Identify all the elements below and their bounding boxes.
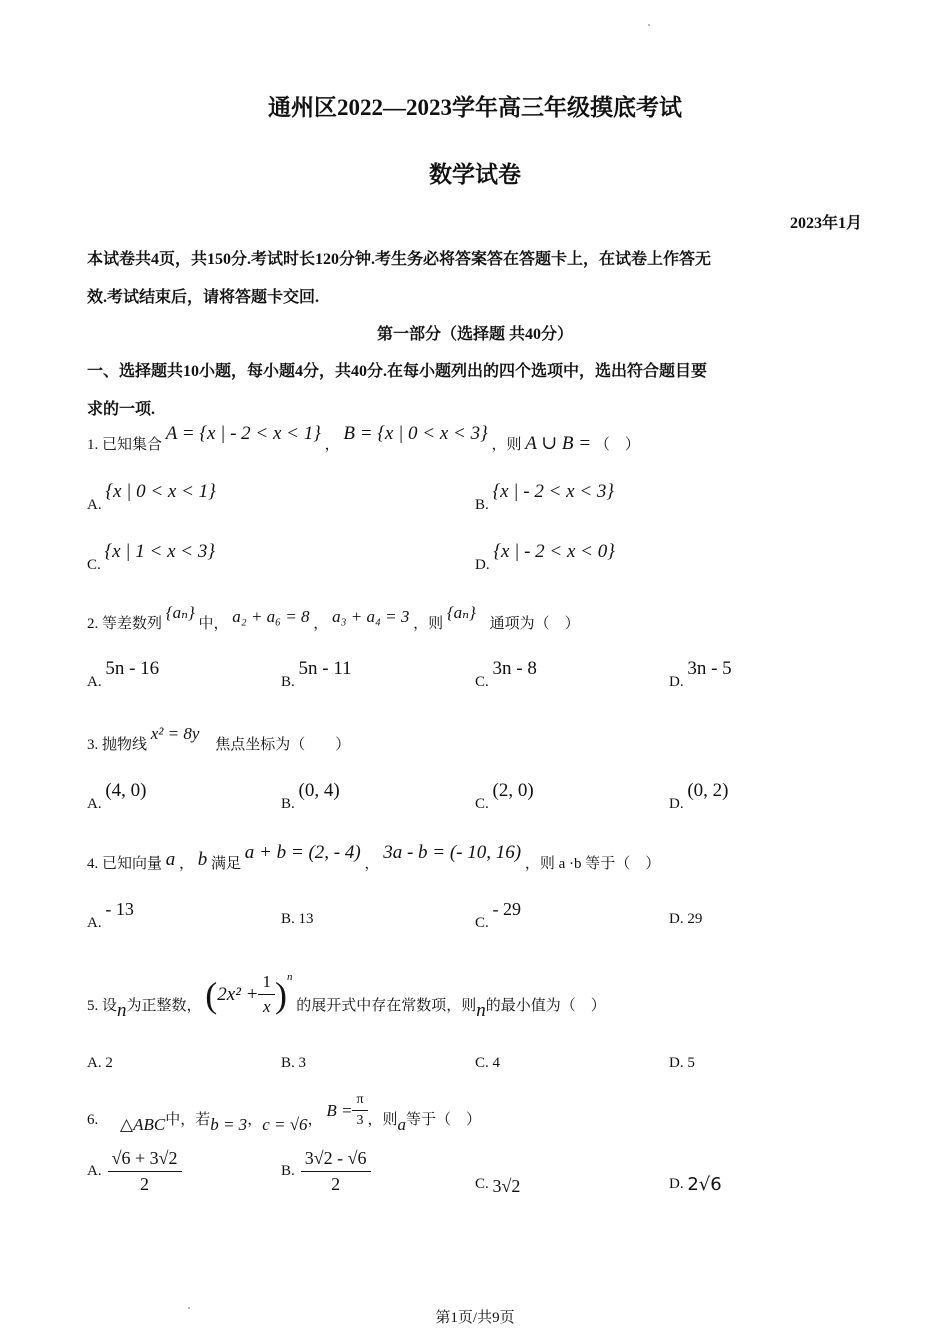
option-text: 3√2 [492, 1176, 521, 1196]
right-paren: ) [274, 974, 287, 1015]
option-label: D. [669, 1176, 684, 1192]
q4-tail: 等于（ ） [585, 856, 661, 872]
q1-option-b [475, 481, 615, 515]
q2-option-c [475, 658, 537, 692]
question-1 [87, 423, 640, 455]
q1-set-b: B = {x | 0 < x < 3} [343, 423, 488, 444]
q6-sep-1: ， [247, 1111, 263, 1128]
part-heading: 第一部分（选择题 共40分） [376, 326, 573, 343]
q3-equation: x² = 8y [150, 724, 200, 743]
option-label: A. [87, 796, 102, 812]
option-text: {x | - 2 < x < 0} [493, 541, 615, 562]
option-text: 13 [298, 911, 314, 927]
question-5 [87, 970, 606, 1021]
option-num: 3√2 - √6 [301, 1148, 371, 1172]
option-text: 5n - 11 [298, 658, 352, 679]
question-2 [87, 603, 580, 633]
q4-vector-a: a [165, 849, 176, 870]
question-4 [87, 842, 661, 874]
option-text: - 29 [492, 899, 522, 919]
q4-mid: 满足 [211, 856, 242, 872]
option-label: B. [281, 911, 295, 927]
q3-prefix: 3. 抛物线 [87, 737, 148, 753]
q4-option-a [87, 899, 134, 932]
page-number: 第1页/共9页 [435, 1310, 515, 1326]
q6-angle-num: π [352, 1092, 367, 1111]
question-3 [87, 724, 351, 754]
q6-option-d [669, 1172, 722, 1193]
q2-seq: {aₙ} [165, 603, 195, 622]
scan-speck [188, 1307, 190, 1309]
q4-option-d [669, 911, 702, 928]
q6-prefix: 6. [87, 1111, 99, 1128]
q3-option-a [87, 780, 147, 814]
option-label: A. [87, 1055, 102, 1071]
option-fraction [301, 1148, 371, 1195]
option-label: D. [669, 911, 684, 927]
q6-angle-den: 3 [356, 1113, 364, 1128]
option-text: {x | 0 < x < 1} [105, 481, 216, 502]
q5-tail-2: 的最小值为（ ） [485, 997, 606, 1014]
q1-sep-2: ，则 [491, 437, 522, 453]
option-label: C. [475, 1176, 489, 1192]
option-label: D. [475, 557, 490, 573]
option-text: 2√6 [687, 1174, 722, 1195]
q4-option-c [475, 899, 522, 932]
q2-seq-2: {aₙ} [446, 603, 476, 622]
q5-option-d [669, 1055, 695, 1072]
option-text: 5 [687, 1055, 695, 1071]
option-den: 2 [140, 1174, 150, 1194]
option-label: D. [669, 796, 684, 812]
q5-mid: 为正整数， [126, 997, 202, 1014]
option-text: 29 [687, 911, 703, 927]
option-text: 3 [298, 1055, 307, 1071]
q4-sep: ， [179, 856, 195, 872]
q1-blank: （ ） [594, 437, 640, 453]
q2-prefix: 2. 等差数列 [87, 616, 163, 632]
q4-cond-1: a + b = (2, - 4) [244, 842, 361, 863]
option-text: (2, 0) [492, 780, 534, 801]
option-text: {x | - 2 < x < 3} [492, 481, 615, 502]
option-text: 5n - 16 [105, 658, 160, 679]
q6-then: ，则 [367, 1111, 398, 1128]
q5-fraction [258, 972, 275, 1017]
q6-var: a [397, 1114, 407, 1134]
exam-date: 2023年1月 [789, 215, 862, 232]
q1-set-a: A = {x | - 2 < x < 1} [165, 423, 321, 444]
option-label: C. [87, 557, 101, 573]
exam-title: 通州区2022—2023学年高三年级摸底考试 [268, 95, 682, 120]
option-text: {x | 1 < x < 3} [104, 541, 215, 562]
q1-option-c [87, 541, 215, 575]
option-label: C. [475, 915, 489, 931]
option-label: C. [475, 1055, 489, 1071]
option-label: B. [281, 1055, 295, 1071]
q5-option-b [281, 1055, 306, 1072]
q5-option-a [87, 1055, 113, 1072]
q2-mid: 中， [198, 616, 229, 632]
section-line-1: 一、选择题共10小题，每小题4分，共40分.在每小题列出的四个选项中，选出符合题目要 [87, 363, 708, 380]
q5-var-2: n [476, 999, 486, 1021]
option-label: A. [87, 674, 102, 690]
q4-prefix: 4. 已知向量 [87, 856, 163, 872]
q6-option-a [87, 1148, 182, 1195]
option-text: 3n - 8 [492, 658, 537, 679]
q6-option-c [475, 1172, 521, 1196]
q5-var: n [117, 999, 127, 1021]
option-label: B. [281, 796, 295, 812]
q6-tail: 等于（ ） [406, 1111, 482, 1128]
option-text: (0, 4) [298, 780, 340, 801]
q5-prefix: 5. 设 [87, 997, 118, 1014]
option-label: C. [475, 674, 489, 690]
q5-base: 2x² + [217, 983, 259, 1005]
option-text: 2 [105, 1055, 113, 1071]
q4-vector-b: b [197, 849, 208, 870]
q5-exponent: n [286, 970, 293, 983]
option-label: C. [475, 796, 489, 812]
intro-line-2: 效.考试结束后，请将答题卡交回. [87, 289, 320, 306]
option-label: D. [669, 674, 684, 690]
q2-then: ，则 [413, 616, 444, 632]
q6-cond-angle [326, 1092, 367, 1129]
q5-binomial [205, 972, 292, 1017]
q1-union: A ∪ B = [525, 433, 592, 454]
q6-angle-fraction [352, 1092, 367, 1129]
q6-angle-lhs: B = [326, 1100, 353, 1120]
q2-sep: ， [313, 616, 329, 632]
q5-option-c [475, 1055, 500, 1072]
q3-option-c [475, 780, 534, 814]
intro-line-1: 本试卷共4页，共150分.考试时长120分钟.考生务必将答案答在答题卡上，在试卷上作答无 [87, 251, 712, 268]
q5-frac-den: x [262, 997, 271, 1016]
q4-cond-2: 3a - b = (- 10, 16) [383, 842, 522, 863]
q2-option-a [87, 658, 160, 692]
q6-sep-2: ， [307, 1111, 323, 1128]
option-label: B. [281, 1163, 295, 1179]
q1-option-a [87, 481, 216, 515]
option-num: √6 + 3√2 [108, 1148, 182, 1172]
option-label: A. [87, 497, 102, 513]
q6-mid: 中，若 [165, 1111, 211, 1128]
option-fraction [108, 1148, 182, 1195]
scan-speck [648, 24, 650, 26]
q3-option-b [281, 780, 340, 814]
q4-dot-product: a ·b [558, 856, 582, 872]
option-label: B. [281, 674, 295, 690]
q2-tail: 通项为（ ） [489, 616, 580, 632]
option-text: (4, 0) [105, 780, 147, 801]
q6-cond-b: b = 3 [210, 1114, 248, 1134]
left-paren: ( [205, 974, 218, 1015]
q6-cond-c: c = √6 [262, 1114, 308, 1134]
q3-tail: 焦点坐标为（ ） [215, 737, 351, 753]
q6-triangle: △ABC [120, 1114, 166, 1134]
q5-tail-1: 的展开式中存在常数项，则 [296, 997, 477, 1014]
q4-option-b [281, 911, 314, 928]
q3-option-d [669, 780, 729, 814]
question-6 [87, 1092, 482, 1134]
option-label: D. [669, 1055, 684, 1071]
q1-option-d [475, 541, 615, 575]
q2-cond-2: a₃ + a₄ = 3 [332, 607, 410, 626]
subject-title: 数学试卷 [429, 162, 521, 187]
q1-sep-1: ， [324, 437, 340, 453]
q6-option-b [281, 1148, 371, 1195]
option-den: 2 [331, 1174, 341, 1194]
q4-sep-2: ， [364, 856, 380, 872]
option-label: A. [87, 1163, 102, 1179]
option-text: - 13 [105, 899, 134, 919]
option-text: 4 [492, 1055, 501, 1071]
option-text: 3n - 5 [687, 658, 732, 679]
option-label: A. [87, 915, 102, 931]
q4-then: ，则 [524, 856, 555, 872]
q1-prefix: 1. 已知集合 [87, 437, 163, 453]
option-label: B. [475, 497, 489, 513]
q2-option-b [281, 658, 352, 692]
section-line-2: 求的一项. [87, 401, 156, 418]
q2-option-d [669, 658, 732, 692]
q5-frac-num: 1 [258, 972, 275, 995]
q2-cond-1: a₂ + a₆ = 8 [232, 607, 310, 626]
option-text: (0, 2) [687, 780, 729, 801]
